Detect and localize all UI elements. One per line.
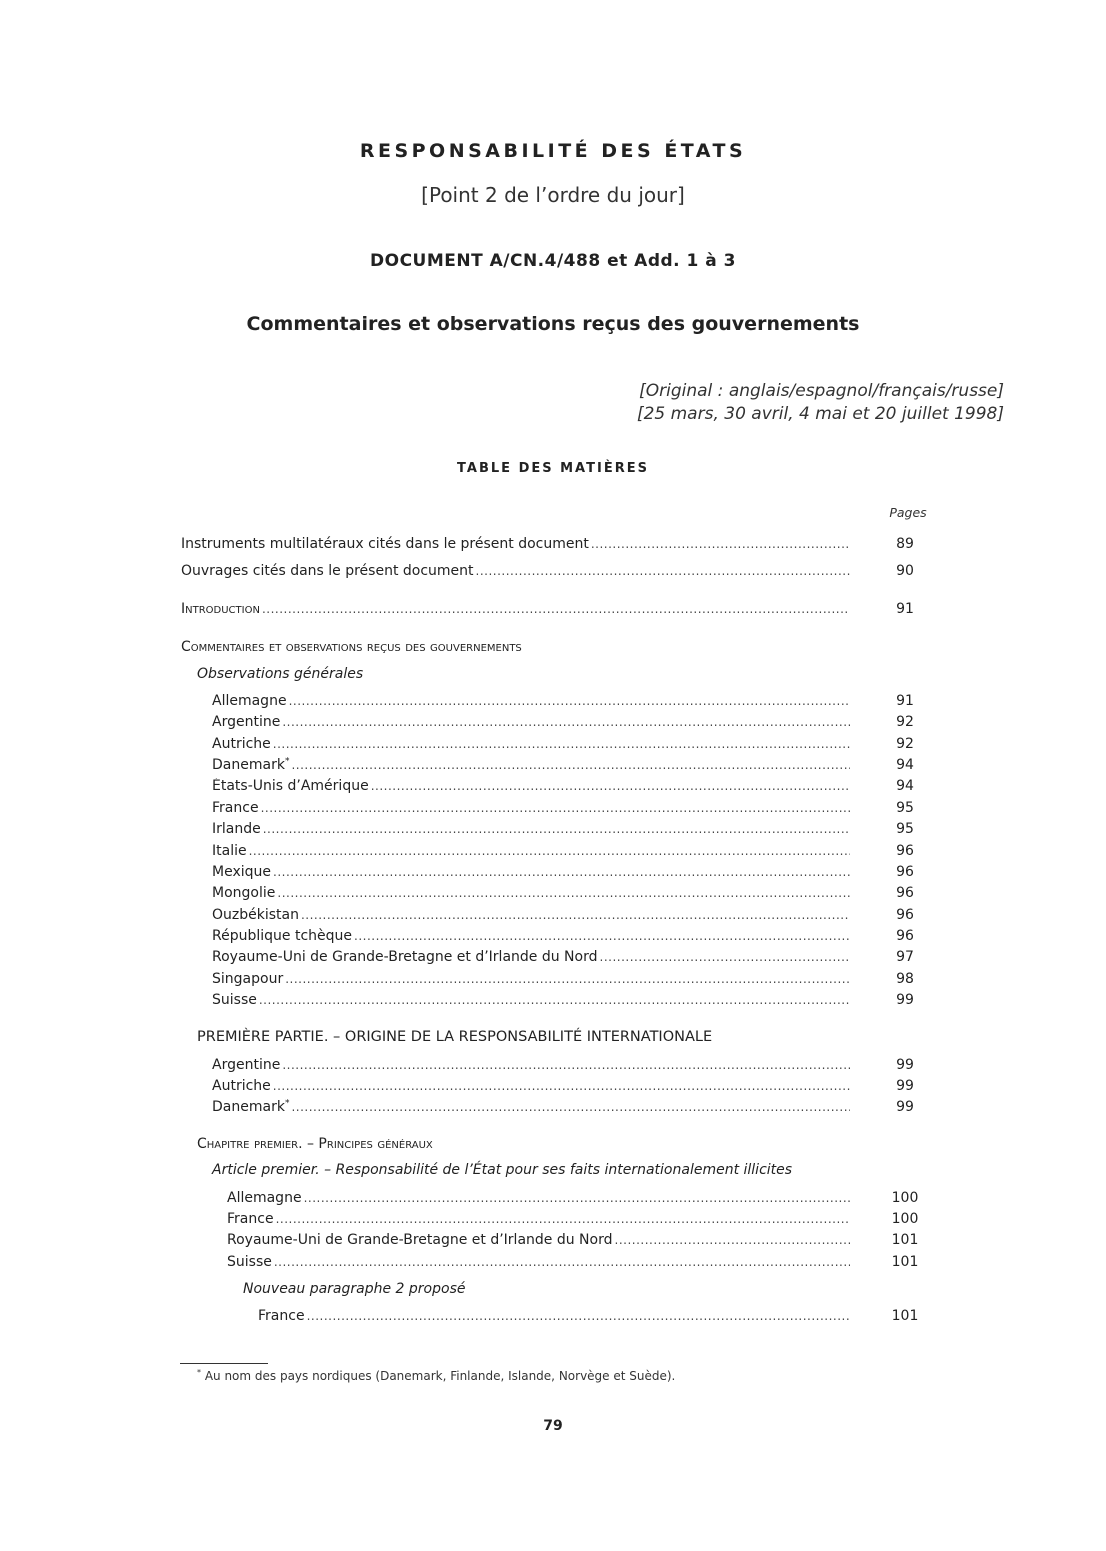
toc-entry[interactable]: [0, 693, 1106, 713]
toc-entry-label: Introduction: [181, 601, 260, 617]
toc-entry[interactable]: [0, 1232, 1106, 1252]
toc-entry[interactable]: [0, 843, 1106, 863]
footnote: [197, 1368, 675, 1383]
toc-entry-label: Allemagne: [212, 693, 287, 709]
toc-entry-page: 96: [896, 885, 914, 901]
toc-entry[interactable]: [0, 949, 1106, 969]
toc-entry[interactable]: [0, 992, 1106, 1012]
toc-entry[interactable]: [0, 928, 1106, 948]
original-line-1: [Original : anglais/espagnol/français/russe]: [639, 381, 1004, 401]
toc-entry-page: 95: [896, 800, 914, 816]
toc-entry-page: 90: [896, 563, 914, 579]
toc-entry[interactable]: [0, 1078, 1106, 1098]
toc-entry[interactable]: [0, 714, 1106, 734]
toc-entry-page: 99: [896, 1057, 914, 1073]
document-symbol: DOCUMENT A/CN.4/488 et Add. 1 à 3: [370, 251, 736, 271]
toc-entry[interactable]: [0, 563, 1106, 583]
pages-column-label: Pages: [889, 505, 927, 520]
toc-entry-label: Irlande: [212, 821, 261, 837]
toc-entry-label: Royaume-Uni de Grande-Bretagne et d’Irlande du Nord: [212, 949, 598, 965]
original-line-2: [25 mars, 30 avril, 4 mai et 20 juillet 1998]: [636, 404, 1004, 424]
toc-entry-label: Italie: [212, 843, 247, 859]
toc-entry-page: 99: [896, 1078, 914, 1094]
toc-entry[interactable]: [0, 1254, 1106, 1274]
toc-subsection-new-paragraph: Nouveau paragraphe 2 proposé: [243, 1281, 466, 1297]
footnote-mark[interactable]: *: [284, 1099, 290, 1109]
page-number: 79: [543, 1418, 563, 1434]
toc-entry-label: France: [227, 1211, 274, 1227]
toc-entry[interactable]: [0, 821, 1106, 841]
document-subtitle: Commentaires et observations reçus des gouvernements: [246, 313, 860, 335]
toc-entry-page: 94: [896, 778, 914, 794]
toc-section-comments: Commentaires et observations reçus des gouvernements: [181, 639, 522, 655]
footnote-divider: [180, 1363, 268, 1364]
toc-section-part-one: PREMIÈRE PARTIE. – ORIGINE DE LA RESPONSABILITÉ INTERNATIONALE: [197, 1029, 713, 1045]
footnote-text: Au nom des pays nordiques (Danemark, Finlande, Islande, Norvège et Suède).: [201, 1369, 676, 1383]
toc-entry-label: Autriche: [212, 736, 271, 752]
toc-entry[interactable]: [0, 736, 1106, 756]
toc-entry-page: 92: [896, 736, 914, 752]
toc-entry-introduction[interactable]: [0, 601, 1106, 621]
toc-section-chapter-one: Chapitre premier. – Principes généraux: [197, 1136, 433, 1152]
toc-entry-label: Suisse: [227, 1254, 272, 1270]
toc-entry-page: 94: [896, 757, 914, 773]
toc-entry-label: France: [258, 1308, 305, 1324]
toc-entry-label: Royaume-Uni de Grande-Bretagne et d’Irlande du Nord: [227, 1232, 613, 1248]
toc-entry[interactable]: [0, 885, 1106, 905]
toc-entry-label: Instruments multilatéraux cités dans le présent document: [181, 536, 589, 552]
toc-entry[interactable]: [0, 1190, 1106, 1210]
toc-entry-page: 96: [896, 843, 914, 859]
toc-entry-page: 95: [896, 821, 914, 837]
toc-entry-label: Ouvrages cités dans le présent document: [181, 563, 474, 579]
toc-entry-page: 97: [896, 949, 914, 965]
toc-entry[interactable]: [0, 1057, 1106, 1077]
document-title: RESPONSABILITÉ DES ÉTATS: [359, 140, 747, 162]
toc-subsection-article-one: Article premier. – Responsabilité de l’État pour ses faits internationalement illicites: [212, 1162, 793, 1178]
toc-entry[interactable]: [0, 971, 1106, 991]
toc-entry[interactable]: [0, 1099, 1106, 1119]
toc-entry-label: Allemagne: [227, 1190, 302, 1206]
toc-entry-page: 101: [891, 1232, 919, 1248]
toc-entry[interactable]: [0, 907, 1106, 927]
toc-entry-label: Mongolie: [212, 885, 276, 901]
toc-entry-label: Danemark: [212, 757, 285, 773]
toc-entry-label: Argentine: [212, 1057, 281, 1073]
toc-subsection-general-observations: Observations générales: [197, 666, 364, 682]
agenda-item: [Point 2 de l’ordre du jour]: [421, 183, 685, 207]
toc-entry-page: 92: [896, 714, 914, 730]
toc-entry-label: Mexique: [212, 864, 271, 880]
toc-entry-page: 99: [896, 1099, 914, 1115]
toc-entry[interactable]: [0, 536, 1106, 556]
toc-entry-page: 100: [891, 1190, 919, 1206]
toc-entry-label: Autriche: [212, 1078, 271, 1094]
toc-entry[interactable]: [0, 778, 1106, 798]
toc-entry-page: 91: [896, 693, 914, 709]
toc-entry-page: 91: [896, 601, 914, 617]
toc-entry-label: Suisse: [212, 992, 257, 1008]
toc-entry-label: Singapour: [212, 971, 284, 987]
toc-entry-label: France: [212, 800, 259, 816]
original-languages: [637, 380, 1004, 426]
toc-entry[interactable]: [0, 1211, 1106, 1231]
toc-entry-page: 100: [891, 1211, 919, 1227]
toc-entry[interactable]: [0, 1308, 1106, 1328]
toc-entry-label: Ouzbékistan: [212, 907, 299, 923]
toc-entry-page: 98: [896, 971, 914, 987]
toc-entry-page: 96: [896, 864, 914, 880]
toc-entry-label: République tchèque: [212, 928, 353, 944]
toc-entry-label: États-Unis d’Amérique: [212, 778, 369, 794]
toc-entry[interactable]: [0, 800, 1106, 820]
toc-entry-page: 96: [896, 907, 914, 923]
toc-entry-page: 99: [896, 992, 914, 1008]
toc-entry-label: Argentine: [212, 714, 281, 730]
toc-entry-label: Danemark: [212, 1099, 285, 1115]
toc-entry-page: 89: [896, 536, 914, 552]
toc-heading: TABLE DES MATIÈRES: [457, 461, 649, 476]
toc-entry-page: 96: [896, 928, 914, 944]
toc-entry-page: 101: [891, 1254, 919, 1270]
footnote-mark: *: [197, 1368, 201, 1377]
toc-entry-page: 101: [891, 1308, 919, 1324]
footnote-mark[interactable]: *: [284, 757, 290, 767]
toc-entry[interactable]: [0, 757, 1106, 777]
toc-entry[interactable]: [0, 864, 1106, 884]
